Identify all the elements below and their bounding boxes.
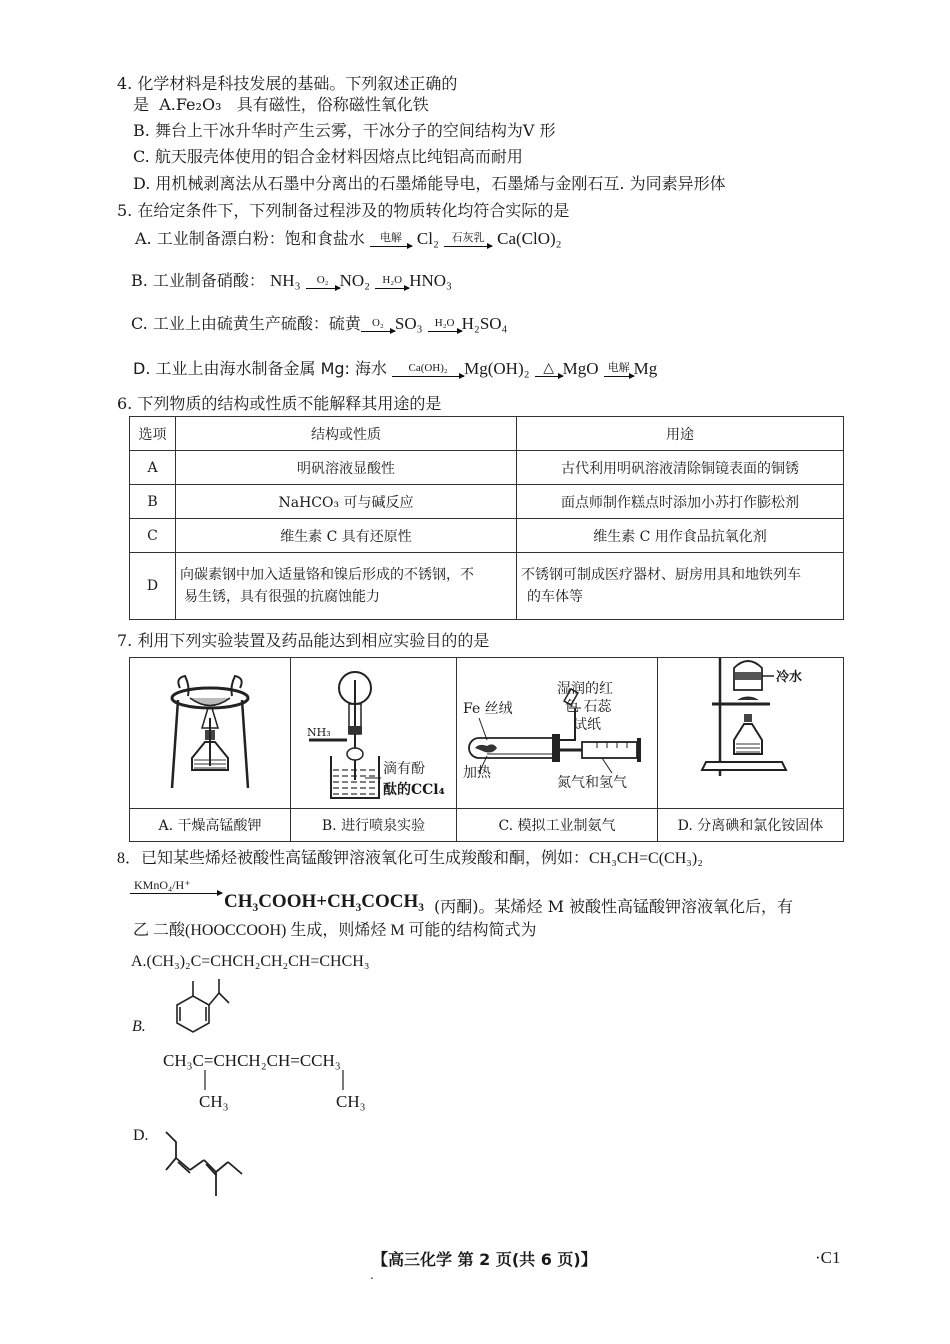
q5-a-label: A. 工业制备漂白粉：饱和食盐水	[135, 229, 365, 248]
q7-caption-row	[130, 809, 844, 842]
q6-table	[129, 416, 844, 620]
q5-a-arrow2-cond: 石灰乳	[451, 231, 485, 244]
q6-stem: 6. 下列物质的结构或性质不能解释其用途的是	[117, 394, 442, 413]
q5-b-label: B. 工业制备硝酸：	[131, 271, 265, 290]
q5-b-arrow2	[375, 275, 409, 289]
q5-d-arrow2-cond: △	[543, 360, 555, 376]
q8-option-c-main: CH₃C=CHCH₂CH=CCH₃	[163, 1051, 341, 1070]
q5-a-end: Ca(ClO)₂	[497, 229, 562, 248]
q6-row-a-use: 古代利用明矾溶液清除铜镜表面的铜锈	[517, 451, 844, 485]
table-row	[130, 519, 844, 553]
q6-header-property: 结构或性质	[176, 417, 517, 451]
q8-reaction-reagent: KMnO₄/H⁺	[134, 877, 191, 892]
footer-code: ·C1	[815, 1248, 841, 1267]
q8-line2-rest: (丙酮)。某烯烃 M 被酸性高锰酸钾溶液氧化后，有	[434, 897, 794, 916]
q5-d-arrow2	[535, 360, 563, 377]
q4-option-c: C. 航天服壳体使用的铝合金材料因熔点比纯铝高而耐用	[133, 147, 523, 166]
q4-option-a-formula: Fe₂O₃	[175, 95, 222, 114]
q4-stem-continued: 是	[133, 95, 150, 114]
q7-b-gas-label: NH₃	[307, 726, 331, 739]
q8-line3: 乙 二酸(HOOCCOOH) 生成，则烯烃 M 可能的结构简式为	[133, 922, 537, 939]
q7-apparatus-b	[291, 658, 457, 809]
q5-d-mid: Mg(OH)₂	[464, 359, 530, 378]
q5-d-end: Mg	[633, 359, 658, 378]
q4-option-a-label: A.	[159, 95, 176, 114]
q4-option-d: D. 用机械剥离法从石墨中分离出的石墨烯能导电，石墨烯与金刚石互. 为同素异形体	[133, 174, 726, 193]
q7-stem: 7. 利用下列实验装置及药品能达到相应实验目的的是	[117, 631, 490, 650]
q7-c-heat-label: 加热	[463, 765, 491, 781]
sublimation-apparatus-icon	[658, 658, 846, 808]
q6-row-c-property: 维生素 C 具有还原性	[176, 519, 517, 553]
q5-d-arrow1-cond: Ca(OH)₂	[408, 361, 448, 374]
footer-dot: .	[370, 1268, 374, 1282]
q7-d-water-label: 冷水	[776, 670, 803, 685]
q5-option-b	[131, 270, 452, 292]
table-row	[130, 553, 844, 620]
q4-option-a-text: 具有磁性，俗称磁性氧化铁	[236, 95, 429, 114]
q6-row-c-option: C	[130, 519, 176, 553]
q6-table-header	[130, 417, 844, 451]
q5-d-arrow3	[604, 363, 634, 377]
q6-header-option: 选项	[130, 417, 176, 451]
q7-c-paper-label-3: 试纸	[573, 717, 601, 733]
q4-option-b: B. 舞台上干冰升华时产生云雾，干冰分子的空间结构为V 形	[133, 121, 556, 140]
q5-b-end: HNO₃	[409, 271, 452, 290]
q8-products: CH₃COOH+CH₃COCH₃	[224, 891, 424, 912]
q6-row-d-use-line1: 不锈钢可制成医疗器材、厨房用具和地铁列车	[521, 567, 801, 583]
q6-row-d-property	[176, 553, 517, 620]
q7-caption-b: B. 进行喷泉实验	[291, 809, 457, 842]
q5-a-arrow1-cond: 电解	[379, 231, 402, 244]
q5-c-end: H₂SO₄	[461, 314, 508, 333]
q5-b-mid: NO₂	[339, 271, 371, 290]
q7-image-row	[130, 658, 844, 809]
q5-b-arrow1-cond: O₂	[316, 273, 329, 286]
q5-d-mid2: MgO	[562, 359, 599, 378]
q5-c-arrow2	[428, 318, 462, 332]
q6-row-c-use: 维生素 C 用作食品抗氧化剂	[517, 519, 844, 553]
q4-stem: 4. 化学材料是科技发展的基础。下列叙述正确的	[117, 74, 458, 93]
table-row	[130, 485, 844, 519]
q5-d-arrow1	[392, 363, 464, 377]
q4-option-a	[133, 94, 429, 116]
q5-option-c	[131, 313, 508, 335]
q6-row-d-use-line2: 的车体等	[527, 589, 583, 605]
tripod-evaporating-dish-icon	[130, 658, 290, 808]
q5-c-label: C. 工业上由硫黄生产硫酸：硫黄	[131, 314, 361, 333]
q8-option-d-label: D.	[133, 1127, 149, 1144]
q6-row-b-property: NaHCO₃ 可与碱反应	[176, 485, 517, 519]
q6-header-use: 用途	[517, 417, 844, 451]
q8-option-c-bonds-icon	[195, 1070, 355, 1092]
q5-d-arrow3-cond: 电解	[607, 361, 630, 374]
q5-c-mid: SO₃	[394, 314, 423, 333]
q7-apparatus-c	[457, 658, 658, 809]
q5-option-d	[133, 358, 657, 380]
q6-row-b-use: 面点师制作糕点时添加小苏打作膨松剂	[517, 485, 844, 519]
q5-a-arrow2	[444, 233, 492, 247]
q8-reaction-arrow	[130, 876, 222, 895]
q6-row-d-property-line1: 向碳素钢中加入适量铬和镍后形成的不锈钢，不	[180, 567, 474, 583]
q5-b-arrow1	[306, 275, 340, 289]
q8-option-b-structure-icon	[155, 975, 245, 1047]
q5-c-arrow1	[361, 318, 395, 332]
q6-row-b-option: B	[130, 485, 176, 519]
q6-row-a-property: 明矾溶液显酸性	[176, 451, 517, 485]
page-footer: 【高三化学 第 2 页(共 6 页)】	[372, 1250, 597, 1269]
q5-b-start: NH₃	[270, 271, 301, 290]
q8-option-a: A.(CH₃)₂C=CHCH₂CH₂CH=CHCH₃	[131, 953, 370, 970]
q5-option-a	[135, 228, 562, 250]
q5-stem: 5. 在给定条件下，下列制备过程涉及的物质转化均符合实际的是	[117, 201, 570, 220]
q7-caption-c: C. 模拟工业制氨气	[457, 809, 658, 842]
q7-c-paper-label-2: 色 石蕊	[565, 699, 612, 715]
q6-row-d-use	[517, 553, 844, 620]
q7-caption-a: A. 干燥高锰酸钾	[130, 809, 291, 842]
q7-caption-d: D. 分离碘和氯化铵固体	[658, 809, 844, 842]
q7-b-liquid-label-1: 滴有酚	[383, 761, 425, 777]
q8-option-d-structure-icon	[160, 1128, 250, 1200]
q5-a-mid: Cl₂	[416, 229, 439, 248]
q8-option-b-label: B.	[132, 1018, 146, 1035]
q6-row-a-option: A	[130, 451, 176, 485]
q7-c-gas-label: 氮气和氢气	[557, 775, 627, 791]
q5-c-arrow2-cond: H₂O	[434, 316, 455, 329]
q8-option-c-sub-right: CH₃	[336, 1092, 366, 1111]
q5-c-arrow1-cond: O₂	[371, 316, 384, 329]
q7-apparatus-a	[130, 658, 291, 809]
q7-b-liquid-label-2: 酞的CCl₄	[383, 782, 445, 798]
q6-row-d-option: D	[130, 553, 176, 620]
table-row	[130, 451, 844, 485]
q7-apparatus-d	[658, 658, 844, 809]
q8-reaction-arrow-line	[130, 877, 222, 894]
q5-b-arrow2-cond: H₂O	[382, 273, 403, 286]
q7-c-paper-label-1: 湿润的红	[557, 681, 613, 697]
q7-c-fe-label: Fe 丝绒	[463, 701, 513, 717]
q7-table	[129, 657, 844, 842]
q8-stem: 8．已知某些烯烃被酸性高锰酸钾溶液氧化可生成羧酸和酮，例如：CH₃CH=C(CH₃)₂	[117, 850, 703, 867]
q6-row-d-property-line2: 易生锈，具有很强的抗腐蚀能力	[184, 589, 380, 605]
q8-option-c-sub-left: CH₃	[199, 1092, 229, 1111]
q5-a-arrow1	[370, 233, 412, 247]
q5-d-label: D. 工业上由海水制备金属 Mg: 海水	[133, 359, 388, 378]
